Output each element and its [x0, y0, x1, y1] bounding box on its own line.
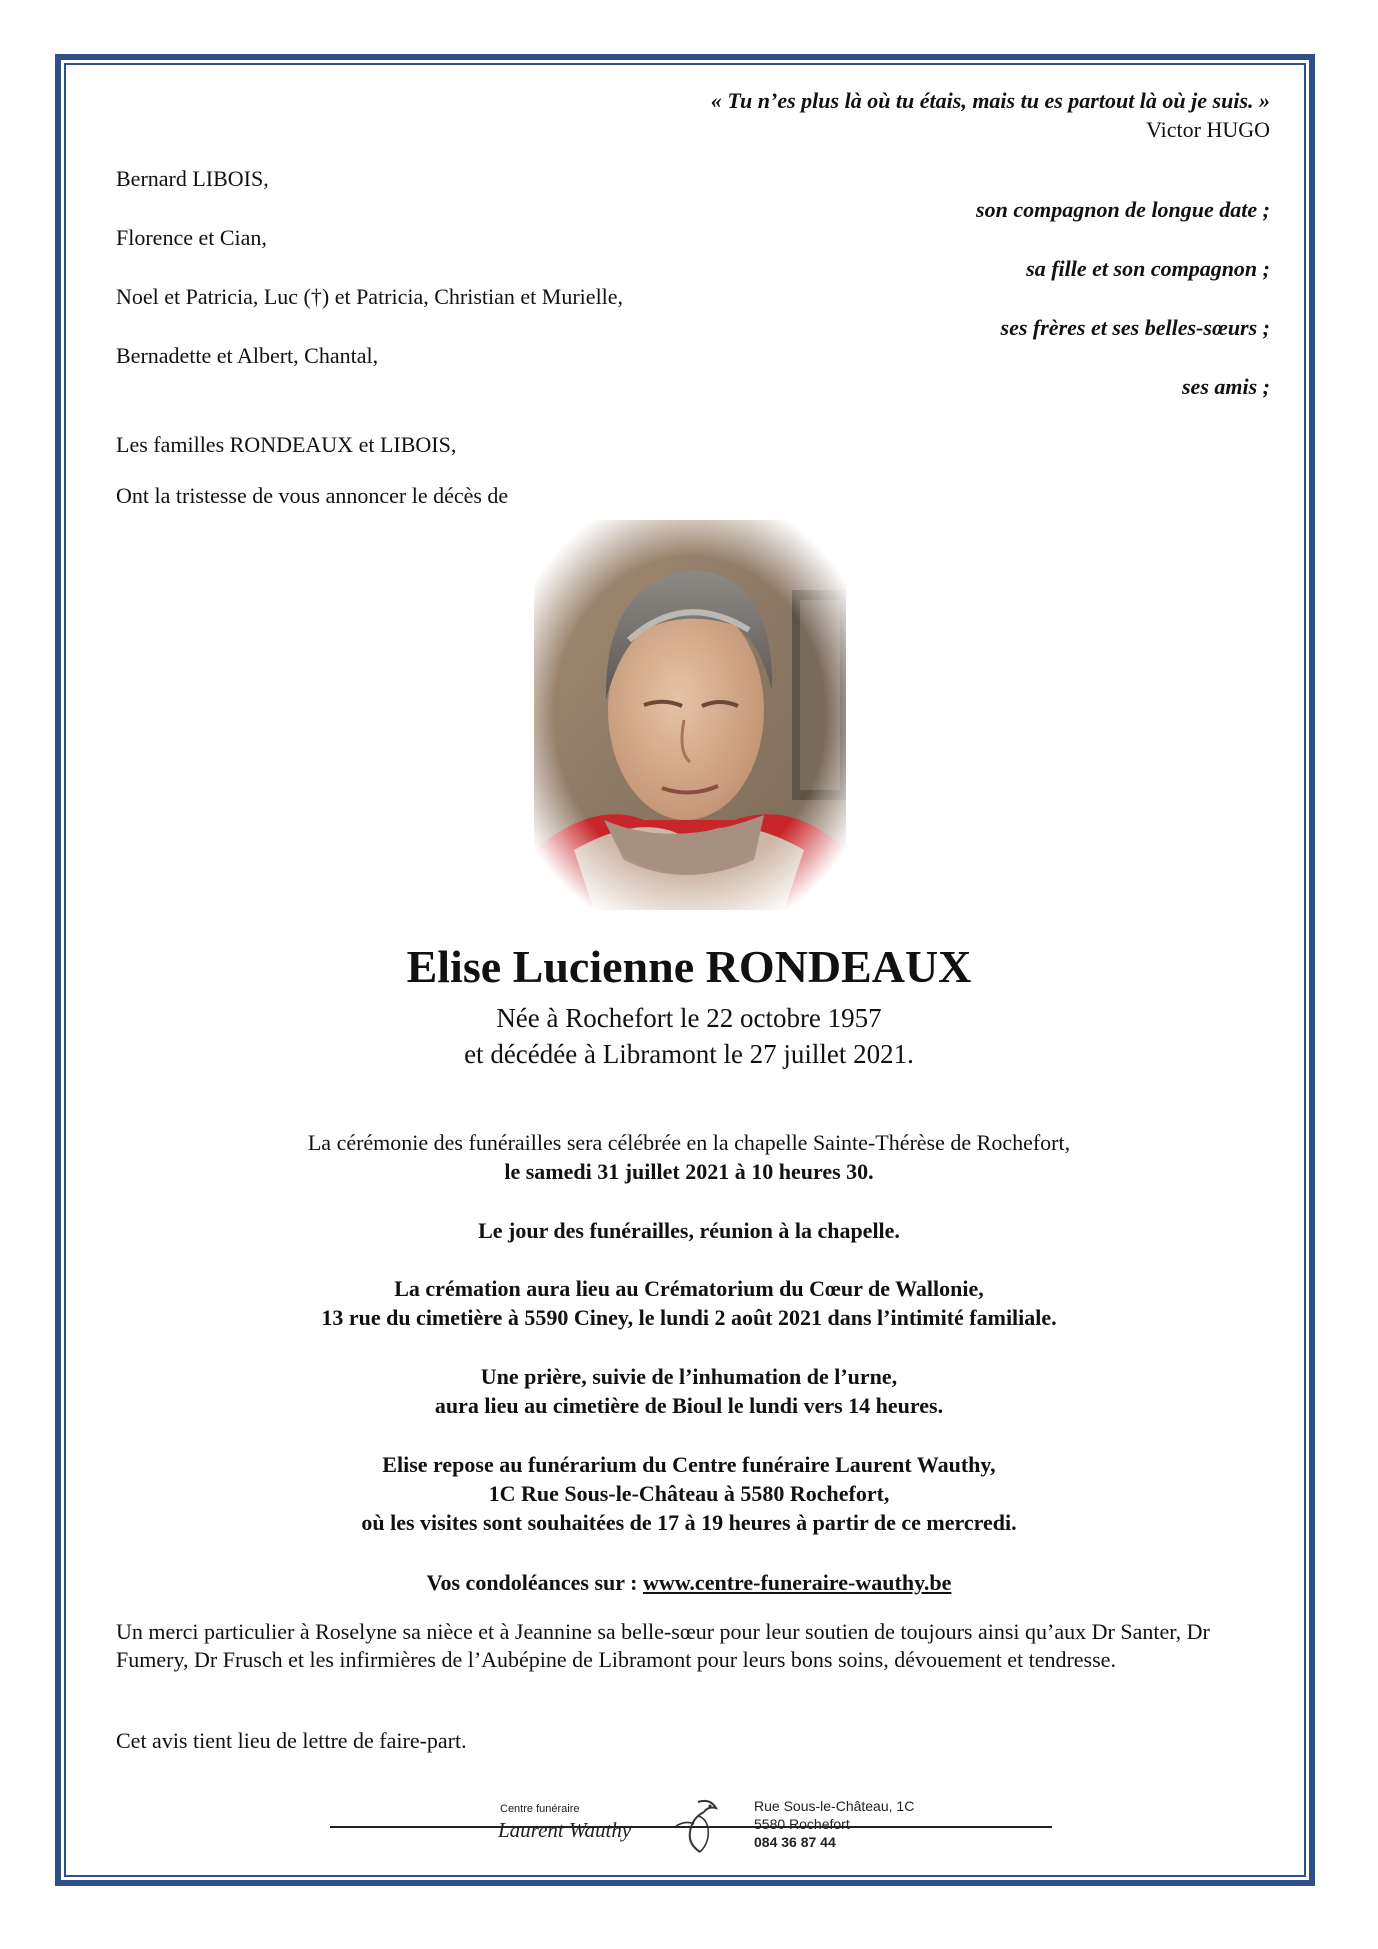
epigraph-quote: « Tu n’es plus là où tu étais, mais tu es partout là où je suis. » [710, 88, 1270, 113]
family-name-2: Florence et Cian, [116, 225, 267, 250]
family-relation-4: ses amis ; [1182, 374, 1270, 399]
logo-script-text: Laurent Wauthy [498, 1818, 632, 1842]
address-line-1: Rue Sous-le-Château, 1C [754, 1798, 915, 1814]
prayer-line-1: Une prière, suivie de l’inhumation de l’urne, [480, 1364, 898, 1389]
family-name-3: Noel et Patricia, Luc (†) et Patricia, Christian et Murielle, [116, 284, 624, 309]
family-name-4: Bernadette et Albert, Chantal, [116, 343, 379, 368]
cremation-line-1: La crémation aura lieu au Crématorium du Cœur de Wallonie, [394, 1276, 984, 1301]
birth-line: Née à Rochefort le 22 octobre 1957 [496, 1003, 882, 1033]
condolences-label: Vos condoléances sur : [426, 1570, 643, 1595]
death-line: et décédée à Libramont le 27 juillet 2021. [464, 1039, 914, 1069]
portrait-photo [534, 520, 846, 910]
deceased-name: Elise Lucienne RONDEAUX [406, 941, 972, 992]
repose-block [0, 1450, 1378, 1537]
cremation-line-2: 13 rue du cimetière à 5590 Ciney, le lundi 2 août 2021 dans l’intimité familiale. [321, 1305, 1057, 1330]
condolences-link[interactable]: www.centre-funeraire-wauthy.be [642, 1570, 952, 1595]
funeral-home-address [754, 1797, 914, 1851]
condolences-line [0, 1568, 1378, 1597]
repose-line-2: 1C Rue Sous-le-Château à 5580 Rochefort, [488, 1481, 890, 1506]
repose-line-1: Elise repose au funérarium du Centre funéraire Laurent Wauthy, [382, 1452, 996, 1477]
prayer-block [0, 1362, 1378, 1420]
meeting-line: Le jour des funérailles, réunion à la chapelle. [478, 1218, 900, 1243]
cremation-block [0, 1274, 1378, 1332]
family-name-1: Bernard LIBOIS, [116, 166, 269, 191]
ceremony-block [0, 1128, 1378, 1186]
family-relation-2: sa fille et son compagnon ; [1026, 256, 1270, 281]
prayer-line-2: aura lieu au cimetière de Bioul le lundi vers 14 heures. [434, 1393, 944, 1418]
notice-line: Cet avis tient lieu de lettre de faire-part. [116, 1728, 467, 1753]
repose-line-3: où les visites sont souhaitées de 17 à 19 heures à partir de ce mercredi. [361, 1510, 1017, 1535]
ceremony-line-1: La cérémonie des funérailles sera célébrée en la chapelle Sainte-Thérèse de Rochefort, [307, 1130, 1071, 1155]
thanks-paragraph: Un merci particulier à Roselyne sa nièce et à Jeannine sa belle-sœur pour leur soutien de toujours ainsi qu’aux Dr Santer, Dr Fumery, Dr Frusch et les infirmières de l’Aubépine de Libramont pour leurs bons soins, dévouement et tendresse. [116, 1619, 1210, 1672]
family-relation-3: ses frères et ses belles-sœurs ; [1000, 315, 1270, 340]
announce-line: Ont la tristesse de vous annoncer le décès de [116, 483, 509, 508]
address-line-2: 5580 Rochefort [754, 1816, 850, 1832]
epigraph [711, 86, 1270, 144]
bird-icon [670, 1796, 726, 1856]
ceremony-line-2: le samedi 31 juillet 2021 à 10 heures 30. [504, 1159, 874, 1184]
deceased-dates [0, 1000, 1378, 1072]
epigraph-author: Victor HUGO [1146, 117, 1270, 142]
family-relation-1: son compagnon de longue date ; [976, 197, 1270, 222]
phone-number: 084 36 87 44 [754, 1834, 836, 1850]
families-line: Les familles RONDEAUX et LIBOIS, [116, 432, 457, 457]
logo-small-text: Centre funéraire [500, 1803, 580, 1815]
